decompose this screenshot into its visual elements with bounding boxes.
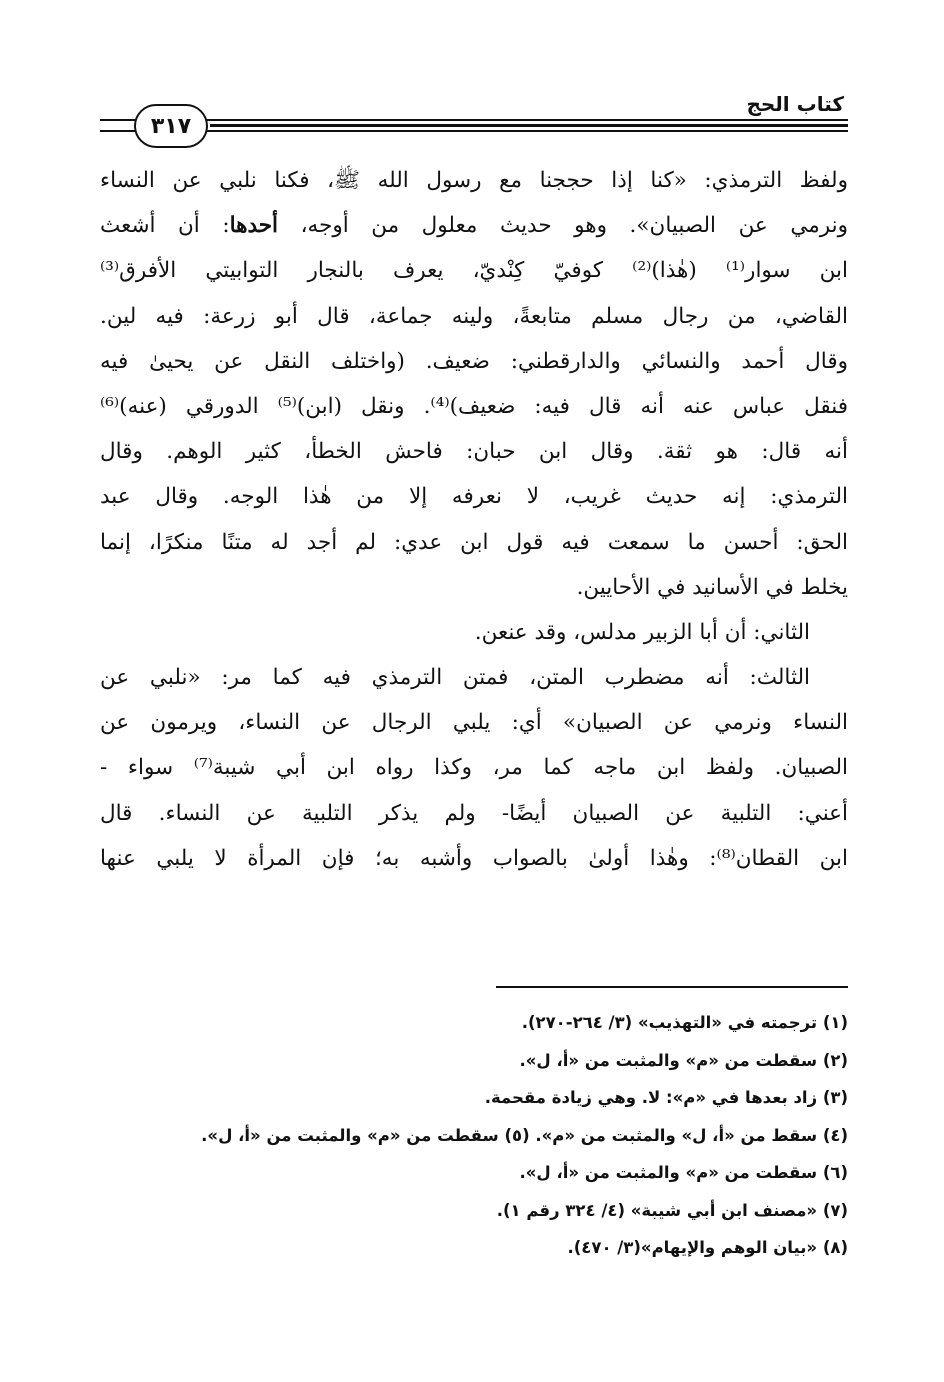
footnote: (١) ترجمته في «التهذيب» (٣/ ٢٦٤-٢٧٠). [521,1013,848,1032]
running-head: كتاب الحج [746,92,844,116]
body-line: أنه قال: هو ثقة. وقال ابن حبان: فاحش الخطأ، كثير الوهم. وقال [100,439,848,465]
body-line: يخلط في الأسانيد في الأحايين. [576,574,848,600]
body-line: أعني: التلبية عن الصبيان أيضًا- ولم يذكر التلبية عن النساء. قال [100,800,848,826]
footnote: (٦) سقطت من «م» والمثبت من «أ، ل». [519,1163,848,1182]
body-line: ولفظ الترمذي: «كنا إذا حججنا مع رسول الله ﷺ، فكنا نلبي عن النساء [100,168,848,193]
page-number-badge [134,104,208,148]
body-line: فنقل عباس عنه أنه قال فيه: ضعيف)⁽⁴⁾. ونقل (ابن)⁽⁵⁾ الدورقي (عنه)⁽⁶⁾ [100,393,848,419]
footnote: (٨) «بيان الوهم والإيهام»(٣/ ٤٧٠). [567,1238,848,1257]
body-line: وقال أحمد والنسائي والدارقطني: ضعيف. (واختلف النقل عن يحيىٰ فيه [100,348,848,374]
body-line: الصبيان. ولفظ ابن ماجه كما مر، وكذا رواه ابن أبي شيبة⁽⁷⁾ سواء - [100,755,849,781]
footnote: (٢) سقطت من «م» والمثبت من «أ، ل». [519,1050,848,1070]
footnote: (٣) زاد بعدها في «م»: لا. وهي زيادة مقحمة. [484,1088,848,1107]
bold-term: أحدها [229,213,279,239]
body-line: الترمذي: إنه حديث غريب، لا نعرفه إلا من هٰذا الوجه. وقال عبد [100,484,849,510]
footnote: (٧) «مصنف ابن أبي شيبة» (٤/ ٣٢٤ رقم ١). [496,1200,848,1220]
body-line: ونرمي عن الصبيان». وهو حديث معلول من أوجه، أحدها: أن أشعث [100,213,848,239]
body-line: الحق: أحسن ما سمعت فيه قول ابن عدي: لم أجد له متنًا منكرًا، إنما [100,529,848,555]
footnotes [100,1004,848,1267]
footnote-separator [496,986,848,988]
body-line-third-point: الثالث: أنه مضطرب المتن، فمتن الترمذي فيه كما مر: «نلبي عن [100,665,810,691]
body-line-second-point: الثاني: أن أبا الزبير مدلس، وقد عنعن. [474,619,810,645]
header-rule-bottom [100,130,848,132]
header-rule-middle [210,124,848,127]
body-line: القاضي، من رجال مسلم متابعةً، ولينه جماعة، قال أبو زرعة: فيه لين. [100,303,848,329]
body-text [100,158,848,881]
header-rule-top [100,119,848,121]
body-line: النساء ونرمي عن الصبيان» أي: يلبي الرجال عن النساء، ويرمون عن [100,710,848,736]
footnote: (٤) سقط من «أ، ل» والمثبت من «م». (٥) سقطت من «م» والمثبت من «أ، ل». [201,1125,848,1145]
page-number: ٣١٧ [150,113,192,139]
body-line: ابن القطان⁽⁸⁾: وهٰذا أولىٰ بالصواب وأشبه به؛ فإن المرأة لا يلبي عنها [100,845,848,871]
body-line: ابن سوار⁽¹⁾ (هٰذا)⁽²⁾ كوفيّ كِنْديّ، يعرف بالنجار التوابيتي الأفرق⁽³⁾ [100,258,848,284]
